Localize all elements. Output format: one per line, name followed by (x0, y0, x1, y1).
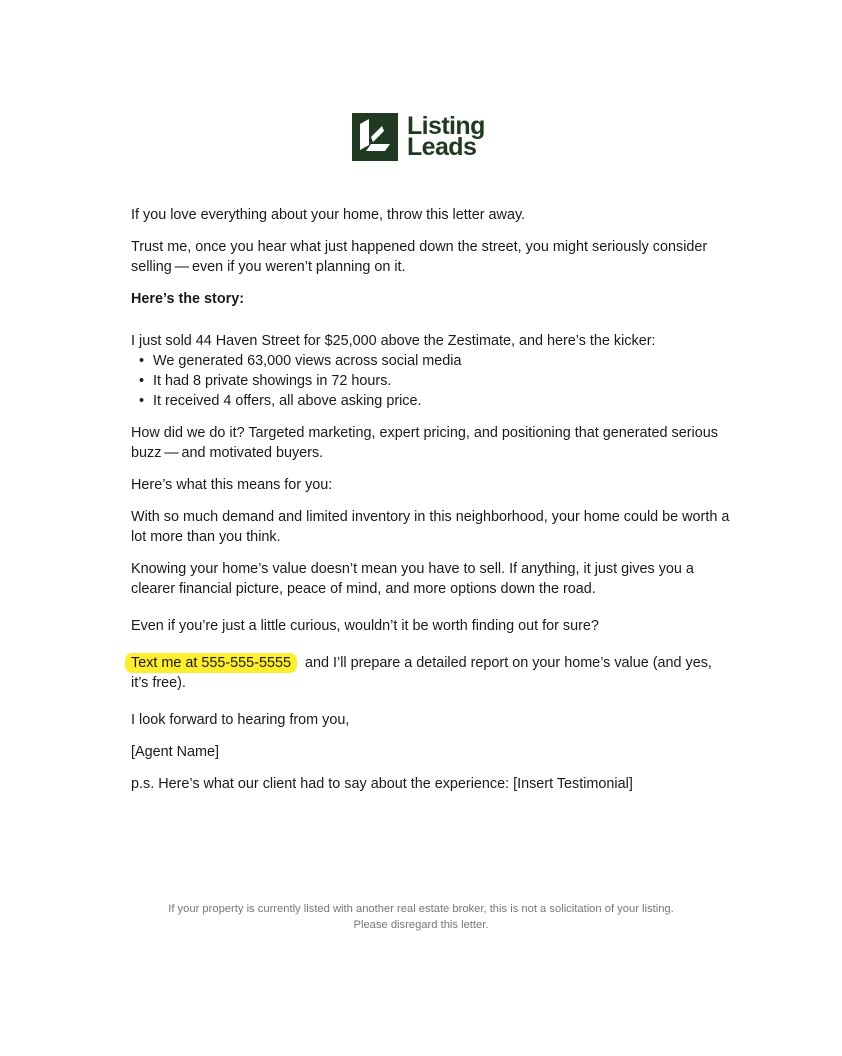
disclaimer-footer (120, 901, 722, 933)
intro-paragraph: Trust me, once you hear what just happened down the street, you might seriously consider selling — even if you weren’t planning on it. (131, 239, 708, 275)
demand-paragraph: With so much demand and limited inventory in this neighborhood, your home could be worth a lot more than you think. (131, 509, 730, 545)
story-intro: I just sold 44 Haven Street for $25,000 above the Zestimate, and here’s the kicker: (131, 333, 656, 349)
disclaimer-line2: Please disregard this letter. (353, 919, 489, 931)
means-paragraph: Here’s what this means for you: (131, 477, 333, 493)
brand-logo (352, 113, 485, 161)
signature: [Agent Name] (131, 744, 219, 760)
phone-highlight[interactable]: Text me at 555-555-5555 (125, 653, 297, 673)
curious-paragraph: Even if you’re just a little curious, wouldn’t it be worth finding out for sure? (131, 618, 599, 634)
closing-line: I look forward to hearing from you, (131, 712, 350, 728)
list-item: • It received 4 offers, all above asking price. (153, 391, 731, 411)
listing-leads-logo-icon (352, 113, 398, 161)
how-paragraph: How did we do it? Targeted marketing, expert pricing, and positioning that generated serious buzz — and motivated buyers. (131, 425, 718, 461)
postscript: p.s. Here’s what our client had to say about the experience: [Insert Testimonial] (131, 776, 633, 792)
stats-list (131, 351, 731, 411)
letter-body (131, 205, 731, 794)
cta-paragraph (131, 653, 731, 693)
list-item: • We generated 63,000 views across social media (153, 351, 731, 371)
opening-line: If you love everything about your home, throw this letter away. (131, 207, 526, 223)
list-item: • It had 8 private showings in 72 hours. (153, 371, 731, 391)
brand-name-line2: Leads (407, 133, 477, 161)
brand-wordmark (407, 112, 485, 161)
value-paragraph: Knowing your home’s value doesn’t mean you have to sell. If anything, it just gives you a clearer financial picture, peace of mind, and more options down the road. (131, 561, 694, 597)
story-heading: Here’s the story: (131, 291, 245, 307)
brand-name-line1: Listing (407, 112, 485, 140)
disclaimer-line1: If your property is currently listed with another real estate broker, this is not a solicitation of your listing. (168, 903, 674, 915)
cta-rest: and I’ll prepare a detailed report on your home’s value (and yes, it’s free). (131, 655, 712, 691)
